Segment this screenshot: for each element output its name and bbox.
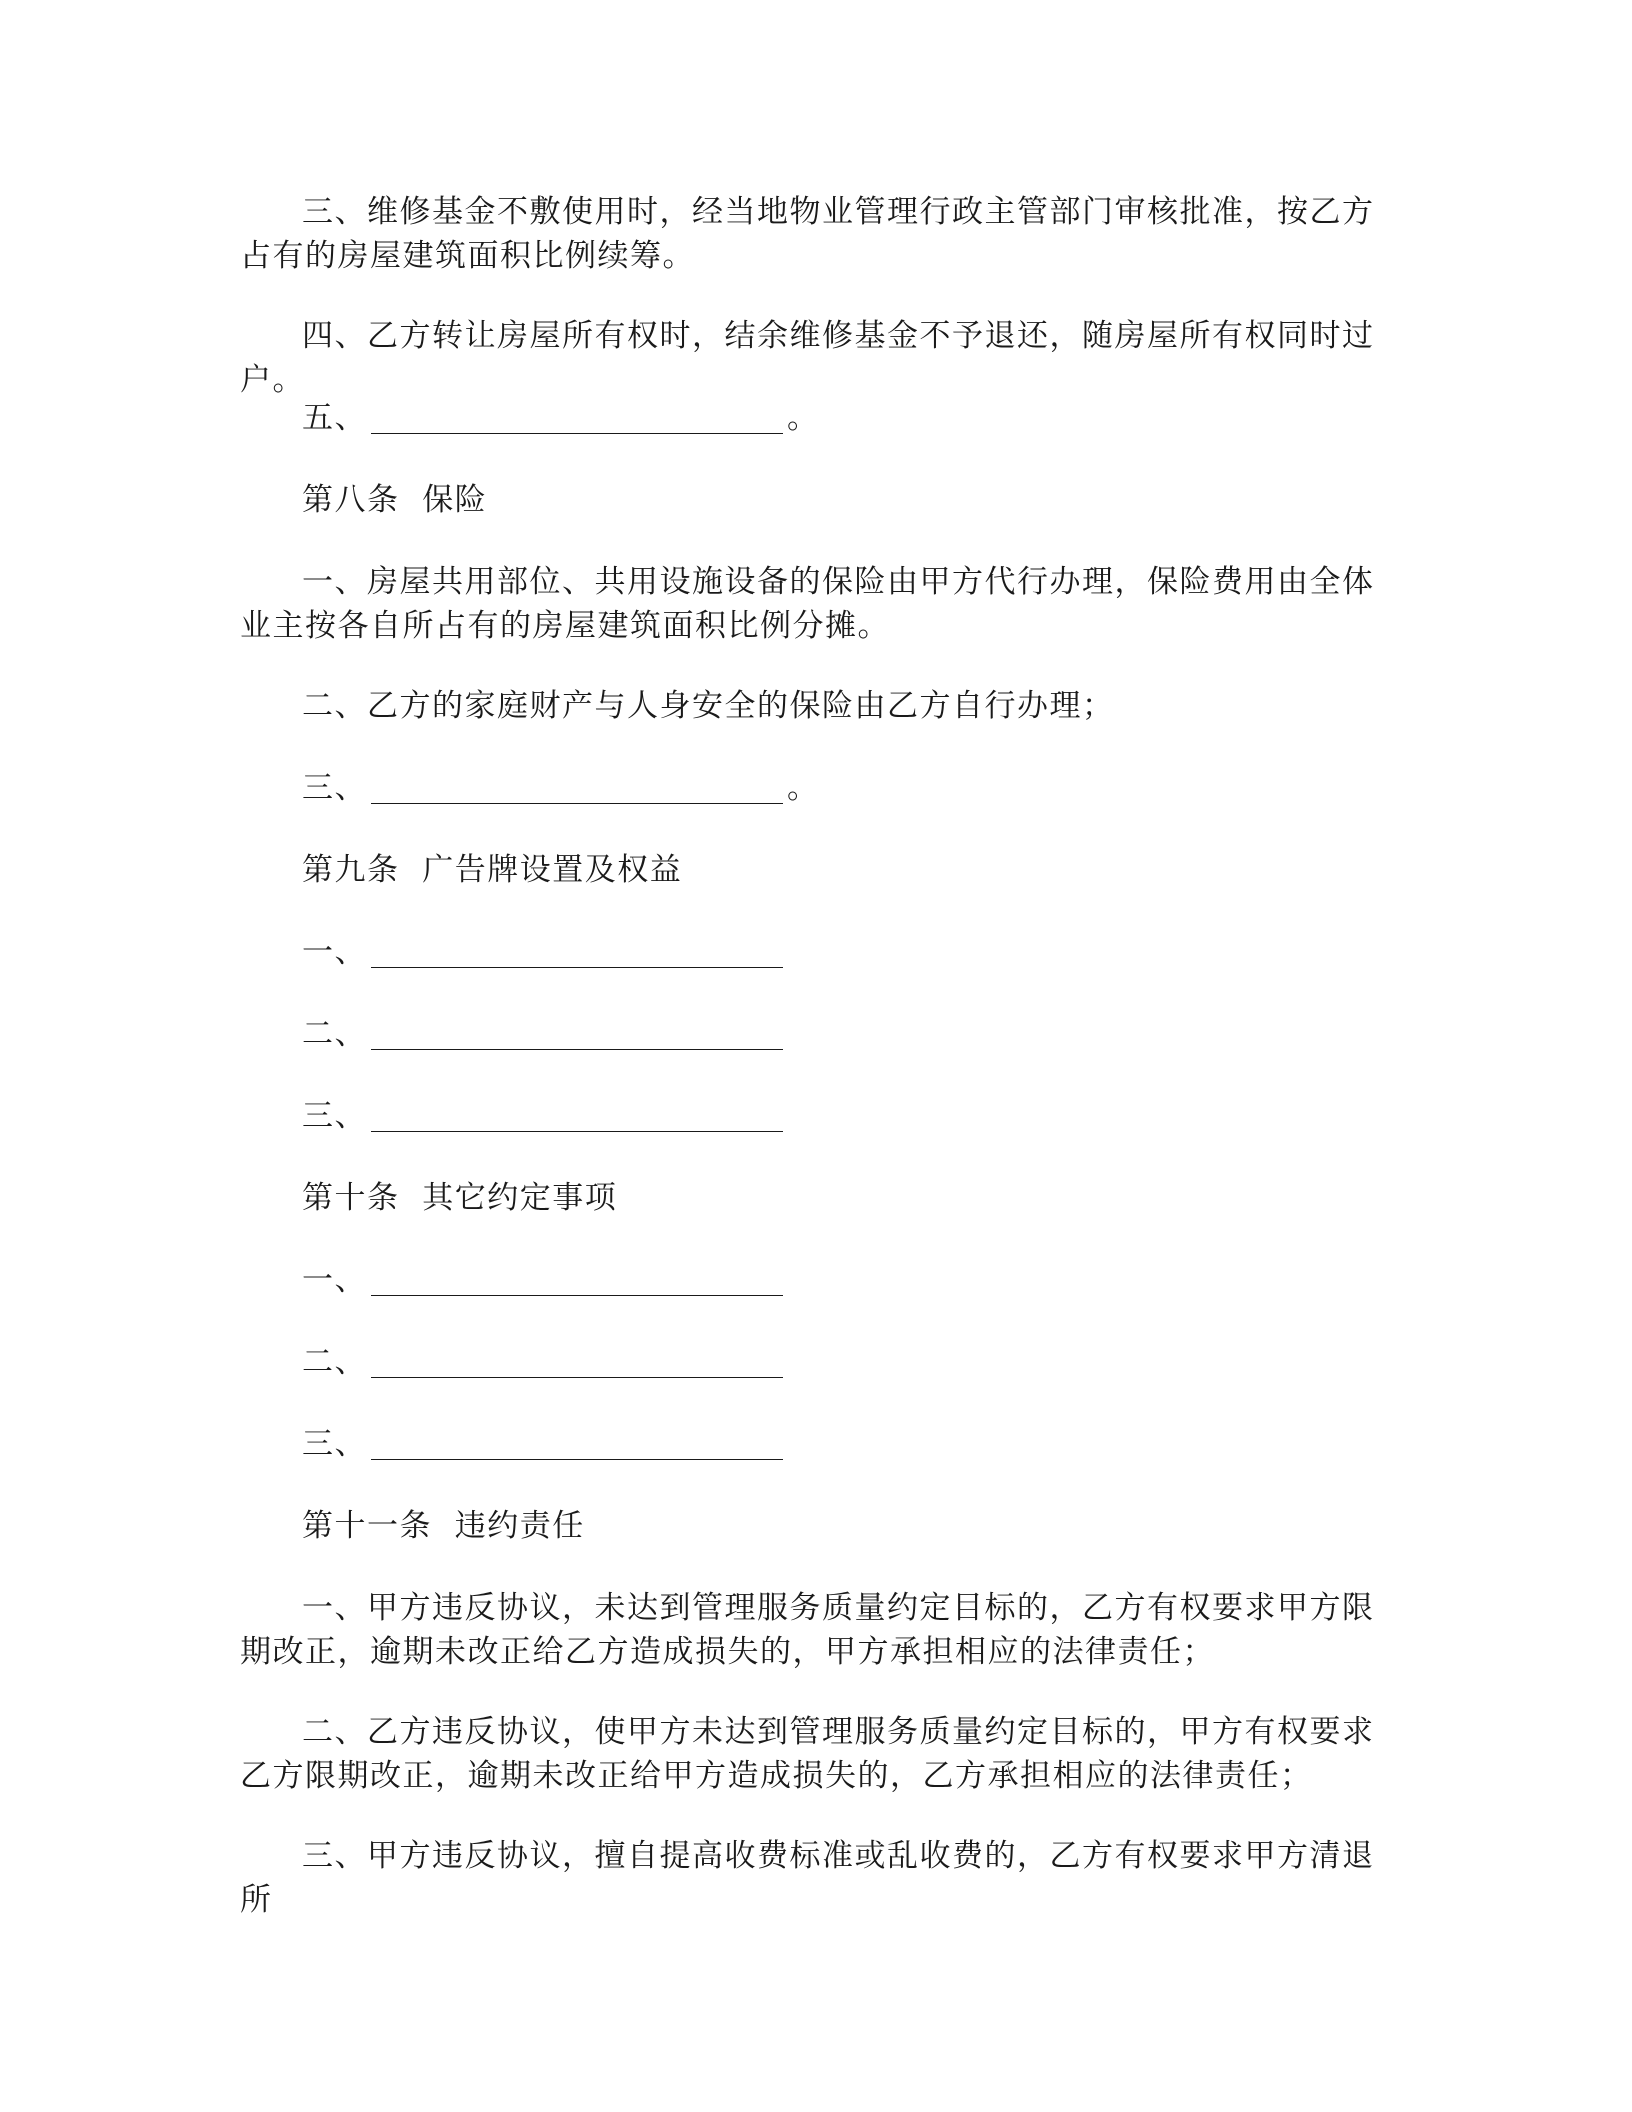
item-number: 一、 xyxy=(302,1262,367,1298)
blank-line xyxy=(371,1019,783,1050)
item-period: 。 xyxy=(787,770,820,806)
blank-line xyxy=(371,1265,783,1296)
item-number: 五、 xyxy=(302,400,367,436)
item-period: 。 xyxy=(787,400,820,436)
item-number: 三、 xyxy=(302,770,367,806)
paragraph-party-a-breach: 一、甲方违反协议，未达到管理服务质量约定目标的，乙方有权要求甲方限期改正，逾期未改正给乙方造成损失的，甲方承担相应的法律责任； xyxy=(240,1590,1375,1670)
paragraph-party-b-breach: 二、乙方违反协议，使甲方未达到管理服务质量约定目标的，甲方有权要求乙方限期改正，逾期未改正给甲方造成损失的，乙方承担相应的法律责任； xyxy=(240,1714,1375,1794)
item-number: 三、 xyxy=(302,1098,367,1134)
item-number: 二、 xyxy=(302,1016,367,1052)
blank-line xyxy=(371,773,783,804)
blank-item-two-ads xyxy=(240,1012,787,1056)
article-10-title: 第十条 其它约定事项 xyxy=(302,1180,618,1216)
blank-item-five xyxy=(240,396,820,440)
paragraph-maintenance-fund-insufficient: 三、维修基金不敷使用时，经当地物业管理行政主管部门审核批准，按乙方占有的房屋建筑面积比例续筹。 xyxy=(240,194,1375,274)
blank-item-two-other xyxy=(240,1340,787,1384)
blank-line xyxy=(371,1101,783,1132)
paragraph-ownership-transfer: 四、乙方转让房屋所有权时，结余维修基金不予退还，随房屋所有权同时过户。 xyxy=(240,318,1375,398)
blank-line xyxy=(371,403,783,434)
paragraph-insurance-common: 一、房屋共用部位、共用设施设备的保险由甲方代行办理，保险费用由全体业主按各自所占有的房屋建筑面积比例分摊。 xyxy=(240,564,1375,644)
article-11-title: 第十一条 违约责任 xyxy=(302,1508,585,1544)
blank-item-one-ads xyxy=(240,930,787,974)
item-number: 二、 xyxy=(302,1344,367,1380)
blank-line xyxy=(371,937,783,968)
blank-line xyxy=(371,1347,783,1378)
article-8-title: 第八条 保险 xyxy=(302,482,488,518)
paragraph-overcharging: 三、甲方违反协议，擅自提高收费标准或乱收费的，乙方有权要求甲方清退所 xyxy=(240,1838,1375,1918)
item-number: 三、 xyxy=(302,1426,367,1462)
item-number: 一、 xyxy=(302,934,367,970)
blank-item-one-other xyxy=(240,1258,787,1302)
blank-line xyxy=(371,1429,783,1460)
article-9-title: 第九条 广告牌设置及权益 xyxy=(302,852,683,888)
blank-item-three-insurance xyxy=(240,766,820,810)
blank-item-three-other xyxy=(240,1422,787,1466)
blank-item-three-ads xyxy=(240,1094,787,1138)
paragraph-insurance-personal: 二、乙方的家庭财产与人身安全的保险由乙方自行办理； xyxy=(302,688,1115,724)
